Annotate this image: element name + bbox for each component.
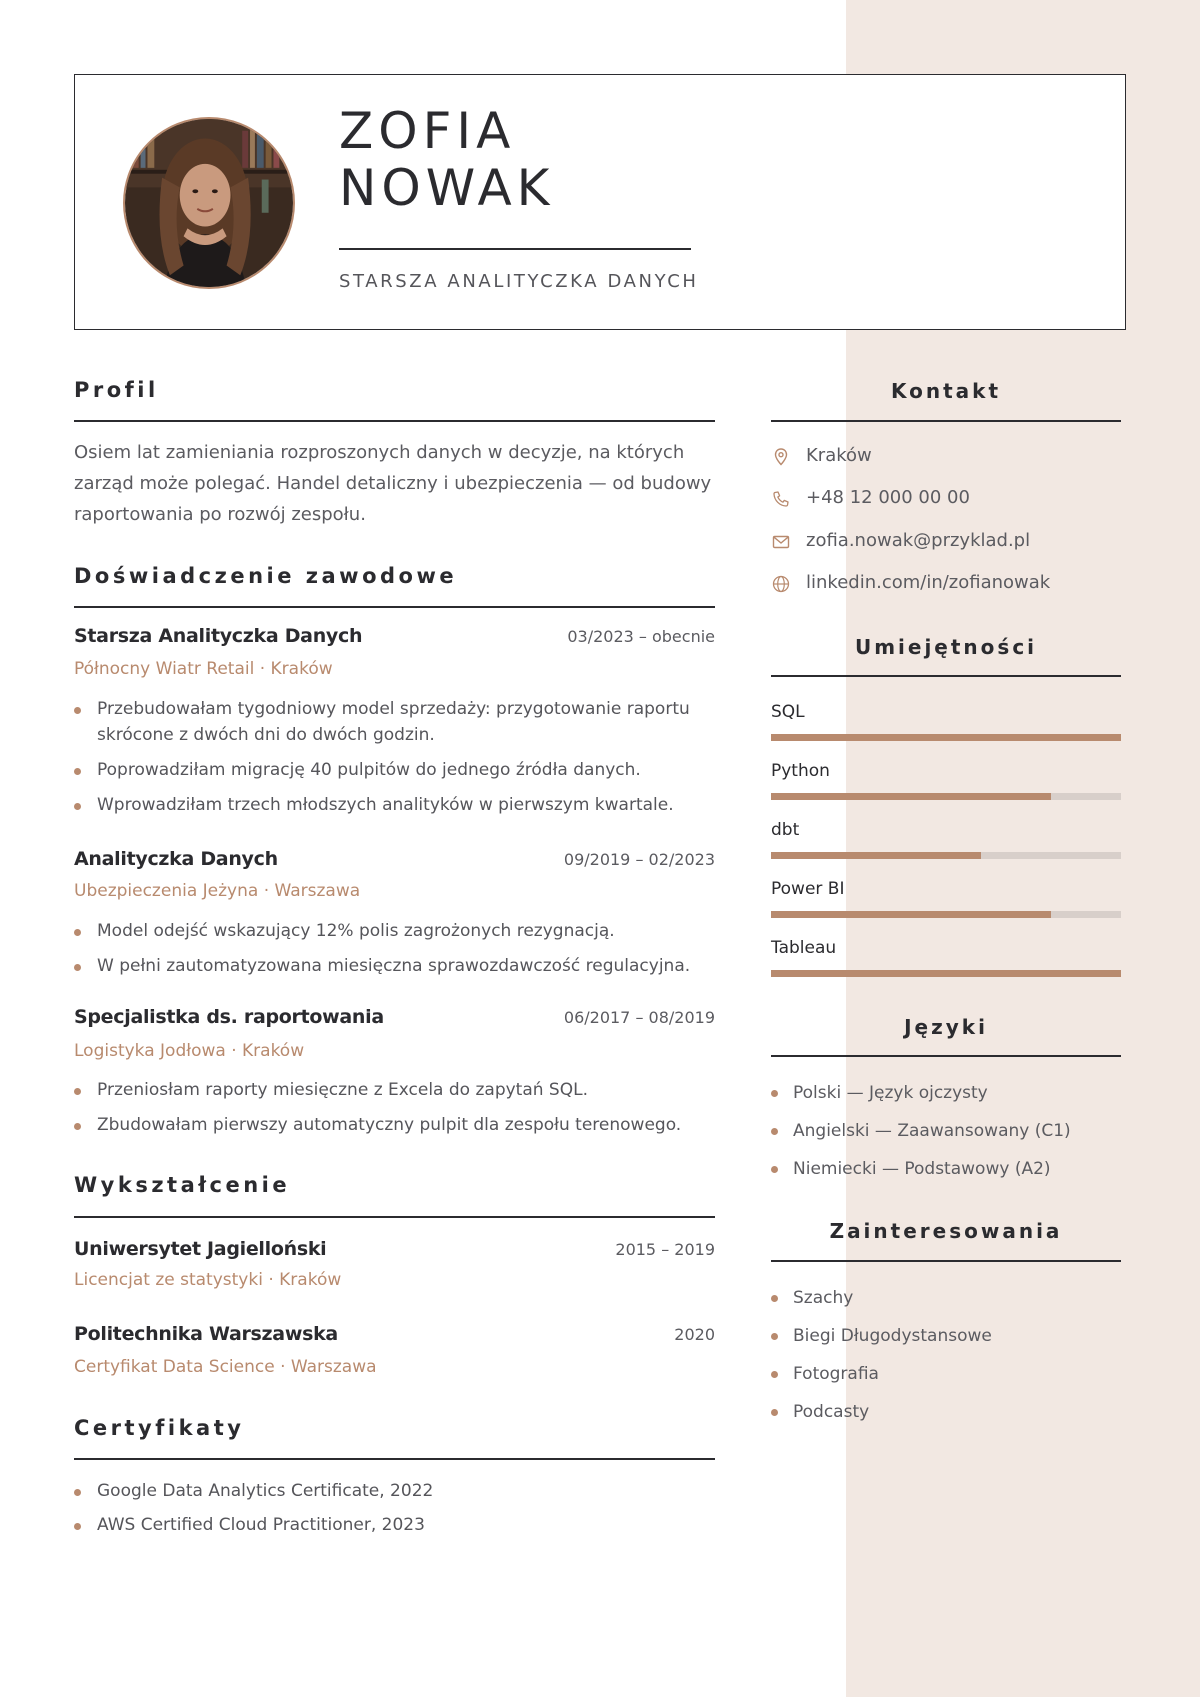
last-name: NOWAK — [339, 159, 555, 217]
education-detail: Licencjat ze statystyki · Kraków — [74, 1270, 342, 1290]
contact-location-text: Kraków — [806, 445, 872, 466]
skill-bar — [771, 734, 1121, 741]
job-dates: 09/2019 – 02/2023 — [563, 850, 715, 869]
name-divider — [339, 248, 691, 250]
profile-photo — [123, 117, 295, 289]
list-item: Zbudowałam pierwszy automatyczny pulpit dla zespołu terenowego. — [74, 1112, 715, 1138]
section-title-profile: Profil — [74, 378, 159, 402]
job-dates: 06/2017 – 08/2019 — [563, 1008, 715, 1027]
skill-bar-fill — [771, 852, 981, 859]
skill-bar — [771, 852, 1121, 859]
skill-bar-fill — [771, 911, 1051, 918]
list-item: Biegi Długodystansowe — [771, 1323, 1121, 1349]
contact-email-link[interactable]: zofia.nowak@przyklad.pl — [806, 530, 1031, 551]
job-role: Starsza Analityczka Danych — [74, 625, 363, 647]
list-item: Polski — Język ojczysty — [771, 1080, 1121, 1106]
job-bullets — [74, 918, 715, 988]
skill-bar — [771, 970, 1121, 977]
phone-icon — [771, 489, 791, 509]
list-item: Google Data Analytics Certificate, 2022 — [74, 1478, 715, 1504]
skill-bar-fill — [771, 734, 1121, 741]
section-divider — [74, 606, 715, 608]
education-detail: Certyfikat Data Science · Warszawa — [74, 1357, 377, 1377]
profile-photo-image — [125, 119, 293, 287]
skill-item — [771, 938, 1121, 988]
skill-item — [771, 702, 1121, 752]
skill-name: Tableau — [771, 938, 837, 958]
globe-icon — [771, 574, 791, 594]
education-header — [74, 1238, 715, 1264]
list-item: Poprowadziłam migrację 40 pulpitów do jednego źródła danych. — [74, 757, 715, 783]
section-title-experience: Doświadczenie zawodowe — [74, 564, 458, 588]
list-item: Niemiecki — Podstawowy (A2) — [771, 1156, 1121, 1182]
list-item: AWS Certified Cloud Practitioner, 2023 — [74, 1512, 715, 1538]
job-title: STARSZA ANALITYCZKA DANYCH — [339, 271, 699, 292]
job-header — [74, 1006, 715, 1032]
job-role: Analityczka Danych — [74, 848, 278, 870]
skill-item — [771, 820, 1121, 870]
school-name: Politechnika Warszawska — [74, 1323, 338, 1345]
job-company: Ubezpieczenia Jeżyna · Warszawa — [74, 881, 361, 901]
section-divider — [771, 1055, 1121, 1057]
job-header — [74, 848, 715, 874]
skill-bar-fill — [771, 970, 1121, 977]
skill-bar — [771, 793, 1121, 800]
contact-web-link[interactable]: linkedin.com/in/zofianowak — [806, 572, 1051, 593]
job-header — [74, 625, 715, 651]
list-item: Szachy — [771, 1285, 1121, 1311]
job-company: Logistyka Jodłowa · Kraków — [74, 1041, 305, 1061]
job-company: Północny Wiatr Retail · Kraków — [74, 659, 333, 679]
section-title-skills: Umiejętności — [854, 635, 1038, 659]
education-dates: 2020 — [674, 1325, 715, 1344]
list-item: Wprowadziłam trzech młodszych analityków w pierwszym kwartale. — [74, 792, 715, 818]
education-header — [74, 1323, 715, 1349]
certificates-list — [74, 1478, 715, 1547]
skill-bar — [771, 911, 1121, 918]
skill-item — [771, 879, 1121, 929]
contact-web[interactable] — [771, 572, 1121, 598]
list-item: W pełni zautomatyzowana miesięczna sprawozdawczość regulacyjna. — [74, 953, 715, 979]
section-title-education: Wykształcenie — [74, 1173, 291, 1197]
list-item: Przeniosłam raporty miesięczne z Excela do zapytań SQL. — [74, 1077, 715, 1103]
section-divider — [771, 420, 1121, 422]
person-name — [339, 103, 554, 217]
section-title-certificates: Certyfikaty — [74, 1416, 245, 1440]
contact-location — [771, 445, 1121, 471]
section-divider — [74, 420, 715, 422]
skill-name: dbt — [771, 820, 800, 840]
first-name: ZOFIA — [339, 102, 516, 160]
list-item: Przebudowałam tygodniowy model sprzedaży: przygotowanie raportu skrócone z dwóch dni do dwóch godzin. — [74, 696, 715, 748]
skill-item — [771, 761, 1121, 811]
contact-phone — [771, 487, 1121, 513]
interests-list — [771, 1285, 1121, 1425]
education-dates: 2015 – 2019 — [615, 1240, 715, 1259]
list-item: Podcasty — [771, 1399, 1121, 1425]
section-title-contact: Kontakt — [890, 379, 1002, 403]
map-pin-icon — [771, 447, 791, 467]
list-item: Model odejść wskazujący 12% polis zagrożonych rezygnacją. — [74, 918, 715, 944]
job-role: Specjalistka ds. raportowania — [74, 1006, 384, 1028]
skill-name: SQL — [771, 702, 805, 722]
list-item: Angielski — Zaawansowany (C1) — [771, 1118, 1121, 1144]
profile-text: Osiem lat zamieniania rozproszonych danych w decyzje, na których zarząd może polegać. Handel detaliczny i ubezpieczenia — od budowy raportowania po rozwój zespołu. — [74, 442, 712, 525]
section-title-interests: Zainteresowania — [829, 1219, 1063, 1243]
skill-name: Power BI — [771, 879, 845, 899]
school-name: Uniwersytet Jagielloński — [74, 1238, 327, 1260]
section-divider — [771, 1260, 1121, 1262]
job-bullets — [74, 1077, 715, 1147]
section-divider — [74, 1458, 715, 1460]
section-title-languages: Języki — [904, 1015, 988, 1039]
mail-icon — [771, 532, 791, 552]
section-divider — [771, 675, 1121, 677]
section-divider — [74, 1216, 715, 1218]
skill-bar-fill — [771, 793, 1051, 800]
header-box — [74, 74, 1126, 330]
job-dates: 03/2023 – obecnie — [567, 627, 715, 646]
skill-name: Python — [771, 761, 830, 781]
list-item: Fotografia — [771, 1361, 1121, 1387]
languages-list — [771, 1080, 1121, 1182]
contact-email[interactable] — [771, 530, 1121, 556]
contact-phone-text: +48 12 000 00 00 — [806, 487, 970, 508]
job-bullets — [74, 696, 715, 827]
